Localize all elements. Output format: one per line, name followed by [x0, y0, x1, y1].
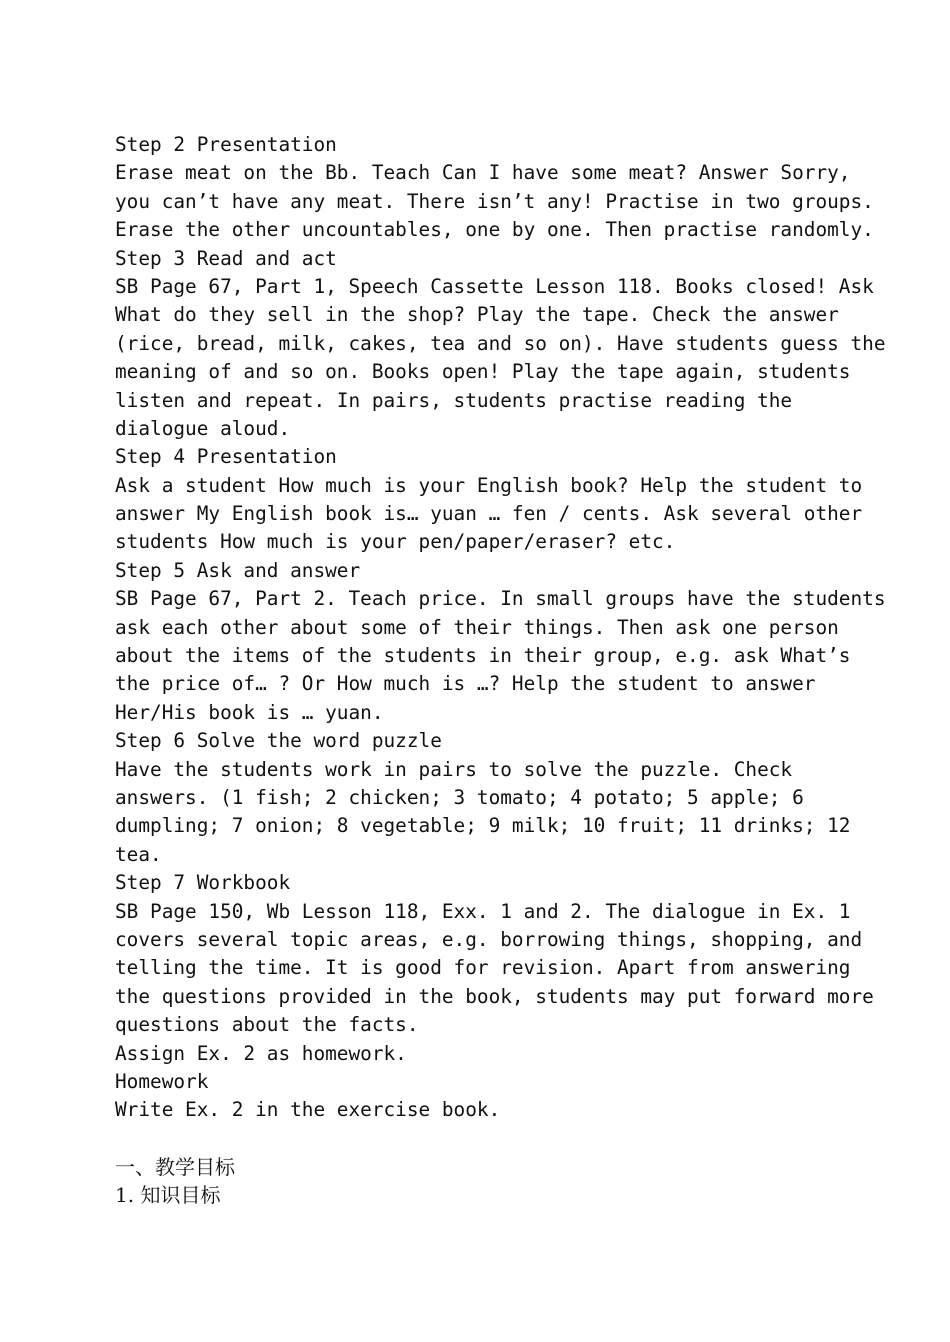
- text-line: answer My English book is… yuan … fen / cents. Ask several other: [115, 502, 863, 526]
- text-line: questions about the facts.: [115, 1013, 419, 1037]
- text-line: Erase meat on the Bb. Teach Can I have some meat? Answer Sorry,: [115, 161, 851, 185]
- text-line: SB Page 150, Wb Lesson 118, Exx. 1 and 2. The dialogue in Ex. 1: [115, 899, 851, 923]
- text-line: students How much is your pen/paper/eraser? etc.: [115, 530, 676, 554]
- text-line: meaning of and so on. Books open! Play the tape again, students: [115, 360, 851, 384]
- text-line: answers. (1 fish; 2 chicken; 3 tomato; 4 potato; 5 apple; 6: [115, 785, 804, 809]
- chinese-subsection-heading: 1. 知识目标: [115, 1183, 221, 1208]
- text-line: covers several topic areas, e.g. borrowing things, shopping, and: [115, 927, 863, 951]
- homework-heading: Homework: [115, 1069, 209, 1093]
- text-line: the price of… ? Or How much is …? Help the student to answer: [115, 672, 816, 696]
- text-line: about the items of the students in their group, e.g. ask What’s: [115, 644, 851, 668]
- text-line: Have the students work in pairs to solve the puzzle. Check: [115, 757, 793, 781]
- text-line: listen and repeat. In pairs, students practise reading the: [115, 388, 793, 412]
- text-line: the questions provided in the book, students may put forward more: [115, 984, 874, 1008]
- step-4-heading: Step 4 Presentation: [115, 445, 337, 469]
- step-3-heading: Step 3 Read and act: [115, 246, 337, 270]
- text-line: SB Page 67, Part 2. Teach price. In small groups have the students: [115, 587, 886, 611]
- step-6-heading: Step 6 Solve the word puzzle: [115, 729, 442, 753]
- document-page: [115, 131, 886, 1210]
- chinese-section-heading: 一、教学目标: [115, 1155, 235, 1180]
- step-5-heading: Step 5 Ask and answer: [115, 558, 361, 582]
- text-line: tea.: [115, 842, 162, 866]
- text-line: What do they sell in the shop? Play the tape. Check the answer: [115, 303, 839, 327]
- text-line: dumpling; 7 onion; 8 vegetable; 9 milk; 10 fruit; 11 drinks; 12: [115, 814, 851, 838]
- text-line: you can’t have any meat. There isn’t any! Practise in two groups.: [115, 189, 874, 213]
- text-line: Assign Ex. 2 as homework.: [115, 1041, 407, 1065]
- step-2-heading: Step 2 Presentation: [115, 133, 337, 156]
- text-line: (rice, bread, milk, cakes, tea and so on). Have students guess the: [115, 331, 886, 355]
- text-line: Erase the other uncountables, one by one. Then practise randomly.: [115, 218, 874, 242]
- text-line: telling the time. It is good for revision. Apart from answering: [115, 956, 851, 980]
- text-line: dialogue aloud.: [115, 416, 291, 440]
- text-line: Her/His book is … yuan.: [115, 700, 384, 724]
- text-line: Write Ex. 2 in the exercise book.: [115, 1098, 501, 1122]
- step-7-heading: Step 7 Workbook: [115, 871, 291, 895]
- text-line: Ask a student How much is your English book? Help the student to: [115, 473, 863, 497]
- blank-line: [115, 1125, 875, 1153]
- text-line: SB Page 67, Part 1, Speech Cassette Lesson 118. Books closed! Ask: [115, 274, 874, 298]
- text-line: ask each other about some of their things. Then ask one person: [115, 615, 839, 639]
